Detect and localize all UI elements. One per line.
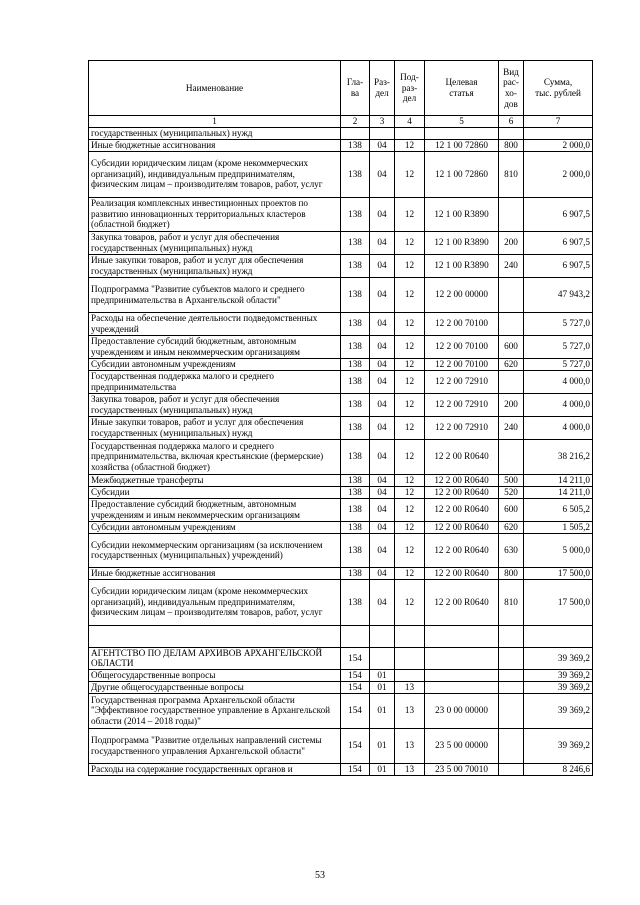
cell-glava: 138 [341,416,370,439]
cell-glava: 138 [341,486,370,498]
cell-podrazdel [395,669,425,681]
cell-name: Закупка товаров, работ и услуг для обеспечения государственных (муниципальных) нужд [89,231,341,254]
cell-sum: 6 505,2 [524,498,593,521]
cell-name: Субсидии некоммерческим организациям (за исключением государственных (муниципальных) учреждений) [89,533,341,567]
cell-sum: 4 000,0 [524,393,593,416]
cell-sum: 5 727,0 [524,358,593,370]
cell-podrazdel: 12 [395,312,425,335]
cell-glava: 154 [341,669,370,681]
cell-razdel: 04 [370,197,395,231]
cell-target: 23 5 00 00000 [425,728,499,763]
table-row [89,197,593,231]
cell-sum: 39 369,2 [524,681,593,693]
cell-glava: 138 [341,579,370,625]
cell-razdel: 04 [370,567,395,579]
cell-razdel [370,625,395,647]
column-number: 6 [499,116,524,128]
table-row [89,277,593,312]
cell-vid [499,763,524,775]
cell-name: Иные бюджетные ассигнования [89,139,341,151]
cell-razdel: 04 [370,474,395,486]
cell-vid: 500 [499,474,524,486]
cell-target [425,625,499,647]
cell-vid: 240 [499,416,524,439]
column-number: 3 [370,116,395,128]
cell-target: 12 1 00 72860 [425,139,499,151]
cell-glava: 138 [341,151,370,197]
cell-razdel: 04 [370,533,395,567]
header-target: Целевая статья [425,61,499,116]
cell-sum [524,127,593,139]
cell-name: Иные закупки товаров, работ и услуг для обеспечения государственных (муниципальных) нужд [89,254,341,277]
cell-podrazdel: 12 [395,498,425,521]
cell-razdel: 01 [370,681,395,693]
cell-podrazdel: 12 [395,254,425,277]
table-row [89,669,593,681]
cell-glava: 138 [341,312,370,335]
table-body [89,127,593,775]
cell-target: 12 1 00 R3890 [425,197,499,231]
cell-name: государственных (муниципальных) нужд [89,127,341,139]
cell-name: Закупка товаров, работ и услуг для обеспечения государственных (муниципальных) нужд [89,393,341,416]
table-row [89,474,593,486]
cell-target [425,647,499,669]
cell-sum: 39 369,2 [524,669,593,681]
cell-target: 12 2 00 72910 [425,393,499,416]
cell-vid [499,127,524,139]
cell-name: Другие общегосударственные вопросы [89,681,341,693]
cell-vid: 600 [499,335,524,358]
cell-glava: 138 [341,335,370,358]
cell-target: 12 2 00 R0640 [425,521,499,533]
cell-target: 12 2 00 70100 [425,335,499,358]
cell-sum: 5 727,0 [524,335,593,358]
cell-name: Реализация комплексных инвестиционных проектов по развитию инновационных территориальных кластеров (областной бюджет) [89,197,341,231]
cell-podrazdel: 13 [395,693,425,728]
cell-razdel [370,647,395,669]
cell-target: 12 1 00 R3890 [425,231,499,254]
cell-vid [499,312,524,335]
cell-glava: 138 [341,474,370,486]
cell-name: Государственная поддержка малого и среднего предпринимательства, включая крестьянские (фермерские) хозяйства (областной бюджет) [89,439,341,474]
cell-glava: 138 [341,231,370,254]
cell-glava: 138 [341,533,370,567]
cell-vid [499,439,524,474]
cell-podrazdel: 12 [395,521,425,533]
cell-razdel: 04 [370,254,395,277]
table-row [89,127,593,139]
cell-vid: 810 [499,579,524,625]
cell-sum: 39 369,2 [524,728,593,763]
cell-sum: 47 943,2 [524,277,593,312]
cell-glava: 138 [341,521,370,533]
cell-vid: 800 [499,139,524,151]
cell-target [425,669,499,681]
cell-target: 23 0 00 00000 [425,693,499,728]
cell-name: Межбюджетные трансферты [89,474,341,486]
cell-podrazdel: 12 [395,151,425,197]
header-name: Наименование [89,61,341,116]
cell-podrazdel: 12 [395,197,425,231]
cell-razdel: 04 [370,277,395,312]
table-row [89,231,593,254]
cell-podrazdel: 12 [395,139,425,151]
cell-vid: 800 [499,567,524,579]
cell-vid [499,370,524,393]
header-podrazdel: Под- раз- дел [395,61,425,116]
table-row [89,335,593,358]
cell-podrazdel: 12 [395,486,425,498]
cell-podrazdel: 12 [395,567,425,579]
cell-glava: 138 [341,498,370,521]
cell-podrazdel: 12 [395,439,425,474]
table-row [89,254,593,277]
table-row [89,647,593,669]
cell-glava: 138 [341,370,370,393]
table-row [89,312,593,335]
cell-razdel: 01 [370,693,395,728]
cell-target [425,127,499,139]
cell-glava: 138 [341,567,370,579]
cell-sum: 5 000,0 [524,533,593,567]
cell-vid: 240 [499,254,524,277]
cell-name: Подпрограмма "Развитие отдельных направлений системы государственного управления Архангельской области" [89,728,341,763]
cell-target: 12 2 00 R0640 [425,439,499,474]
cell-podrazdel: 13 [395,681,425,693]
cell-glava: 154 [341,681,370,693]
cell-podrazdel: 12 [395,277,425,312]
cell-vid [499,728,524,763]
cell-glava: 154 [341,647,370,669]
cell-sum: 14 211,0 [524,486,593,498]
cell-vid: 600 [499,498,524,521]
cell-sum: 38 216,2 [524,439,593,474]
cell-glava [341,127,370,139]
header-glava: Гла- ва [341,61,370,116]
cell-vid: 200 [499,393,524,416]
column-number: 5 [425,116,499,128]
cell-sum: 39 369,2 [524,647,593,669]
cell-glava: 154 [341,728,370,763]
cell-razdel: 04 [370,498,395,521]
cell-podrazdel: 12 [395,474,425,486]
cell-name [89,625,341,647]
cell-vid [499,625,524,647]
cell-razdel: 04 [370,521,395,533]
cell-razdel: 04 [370,486,395,498]
cell-glava: 154 [341,763,370,775]
cell-razdel: 04 [370,231,395,254]
table-row [89,728,593,763]
cell-vid [499,669,524,681]
cell-sum: 6 907,5 [524,197,593,231]
cell-vid: 620 [499,521,524,533]
cell-sum: 39 369,2 [524,693,593,728]
cell-sum: 5 727,0 [524,312,593,335]
cell-target: 12 2 00 72910 [425,416,499,439]
header-vid: Вид рас- хо- дов [499,61,524,116]
cell-vid [499,681,524,693]
table-row [89,693,593,728]
cell-name: АГЕНТСТВО ПО ДЕЛАМ АРХИВОВ АРХАНГЕЛЬСКОЙ ОБЛАСТИ [89,647,341,669]
cell-glava: 154 [341,693,370,728]
cell-name: Субсидии юридическим лицам (кроме некоммерческих организаций), индивидуальным предпринимателям, физическим лицам – производителям товаров, работ, услуг [89,151,341,197]
cell-podrazdel: 13 [395,763,425,775]
cell-target: 12 2 00 R0640 [425,567,499,579]
cell-target: 12 2 00 R0640 [425,474,499,486]
cell-glava: 138 [341,139,370,151]
cell-target: 12 2 00 R0640 [425,533,499,567]
cell-name: Государственная поддержка малого и среднего предпринимательства [89,370,341,393]
cell-target: 12 2 00 70100 [425,358,499,370]
table-row [89,393,593,416]
table-row [89,521,593,533]
table-row [89,763,593,775]
cell-sum: 8 246,6 [524,763,593,775]
table-row [89,567,593,579]
cell-sum: 17 500,0 [524,579,593,625]
cell-vid: 630 [499,533,524,567]
cell-name: Общегосударственные вопросы [89,669,341,681]
table-row [89,151,593,197]
cell-razdel: 04 [370,358,395,370]
cell-glava: 138 [341,254,370,277]
cell-razdel: 04 [370,416,395,439]
cell-sum: 17 500,0 [524,567,593,579]
cell-target [425,681,499,693]
table-row [89,358,593,370]
cell-razdel: 04 [370,139,395,151]
page-number: 53 [315,870,325,881]
cell-razdel: 01 [370,763,395,775]
cell-target: 12 1 00 72860 [425,151,499,197]
column-number: 2 [341,116,370,128]
cell-vid: 200 [499,231,524,254]
budget-table [88,60,593,776]
cell-podrazdel [395,127,425,139]
cell-podrazdel: 12 [395,358,425,370]
cell-glava: 138 [341,197,370,231]
cell-vid: 520 [499,486,524,498]
header-sum: Сумма, тыс. рублей [524,61,593,116]
cell-glava: 138 [341,358,370,370]
cell-target: 12 2 00 70100 [425,312,499,335]
table-row [89,139,593,151]
cell-name: Субсидии [89,486,341,498]
table-row [89,498,593,521]
cell-glava: 138 [341,393,370,416]
table-row [89,416,593,439]
cell-name: Иные бюджетные ассигнования [89,567,341,579]
cell-name: Субсидии автономным учреждениям [89,521,341,533]
cell-podrazdel: 12 [395,335,425,358]
table-row [89,370,593,393]
column-number: 1 [89,116,341,128]
cell-name: Субсидии автономным учреждениям [89,358,341,370]
cell-target: 12 1 00 R3890 [425,254,499,277]
cell-target: 12 2 00 R0640 [425,498,499,521]
cell-target: 12 2 00 R0640 [425,486,499,498]
cell-podrazdel: 12 [395,370,425,393]
cell-vid [499,277,524,312]
cell-razdel: 04 [370,439,395,474]
cell-target: 12 2 00 R0640 [425,579,499,625]
cell-vid [499,693,524,728]
cell-podrazdel: 12 [395,579,425,625]
cell-sum: 2 000,0 [524,151,593,197]
table-row [89,625,593,647]
cell-sum: 6 907,5 [524,231,593,254]
cell-sum: 2 000,0 [524,139,593,151]
cell-vid: 810 [499,151,524,197]
cell-name: Предоставление субсидий бюджетным, автономным учреждениям и иным некоммерческим организациям [89,335,341,358]
cell-razdel [370,127,395,139]
cell-target: 12 2 00 00000 [425,277,499,312]
cell-target: 12 2 00 72910 [425,370,499,393]
cell-glava: 138 [341,439,370,474]
cell-razdel: 04 [370,370,395,393]
cell-podrazdel: 12 [395,416,425,439]
cell-sum: 1 505,2 [524,521,593,533]
column-number: 4 [395,116,425,128]
cell-name: Подпрограмма "Развитие субъектов малого и среднего предпринимательства в Архангельской области" [89,277,341,312]
cell-podrazdel: 12 [395,533,425,567]
cell-sum: 6 907,5 [524,254,593,277]
cell-razdel: 04 [370,312,395,335]
header-razdel: Раз- дел [370,61,395,116]
cell-vid [499,647,524,669]
cell-glava [341,625,370,647]
cell-sum: 4 000,0 [524,416,593,439]
cell-razdel: 01 [370,669,395,681]
table-row [89,579,593,625]
cell-podrazdel: 12 [395,393,425,416]
cell-name: Расходы на содержание государственных органов и [89,763,341,775]
table-row [89,439,593,474]
cell-name: Государственная программа Архангельской области "Эффективное государственное управление в Архангельской области (2014 – 2018 годы)" [89,693,341,728]
cell-glava: 138 [341,277,370,312]
table-row [89,486,593,498]
cell-podrazdel: 13 [395,728,425,763]
table-row [89,533,593,567]
cell-razdel: 04 [370,151,395,197]
cell-podrazdel [395,647,425,669]
cell-vid [499,197,524,231]
column-number-row [89,116,593,128]
cell-sum [524,625,593,647]
cell-target: 23 5 00 70010 [425,763,499,775]
header-row [89,61,593,116]
cell-razdel: 04 [370,335,395,358]
cell-razdel: 04 [370,393,395,416]
cell-sum: 14 211,0 [524,474,593,486]
cell-podrazdel [395,625,425,647]
cell-podrazdel: 12 [395,231,425,254]
cell-name: Субсидии юридическим лицам (кроме некоммерческих организаций), индивидуальным предпринимателям, физическим лицам – производителям товаров, работ, услуг [89,579,341,625]
cell-vid: 620 [499,358,524,370]
cell-razdel: 01 [370,728,395,763]
cell-name: Иные закупки товаров, работ и услуг для обеспечения государственных (муниципальных) нужд [89,416,341,439]
cell-razdel: 04 [370,579,395,625]
cell-name: Предоставление субсидий бюджетным, автономным учреждениям и иным некоммерческим организациям [89,498,341,521]
cell-sum: 4 000,0 [524,370,593,393]
table-row [89,681,593,693]
cell-name: Расходы на обеспечение деятельности подведомственных учреждений [89,312,341,335]
column-number: 7 [524,116,593,128]
